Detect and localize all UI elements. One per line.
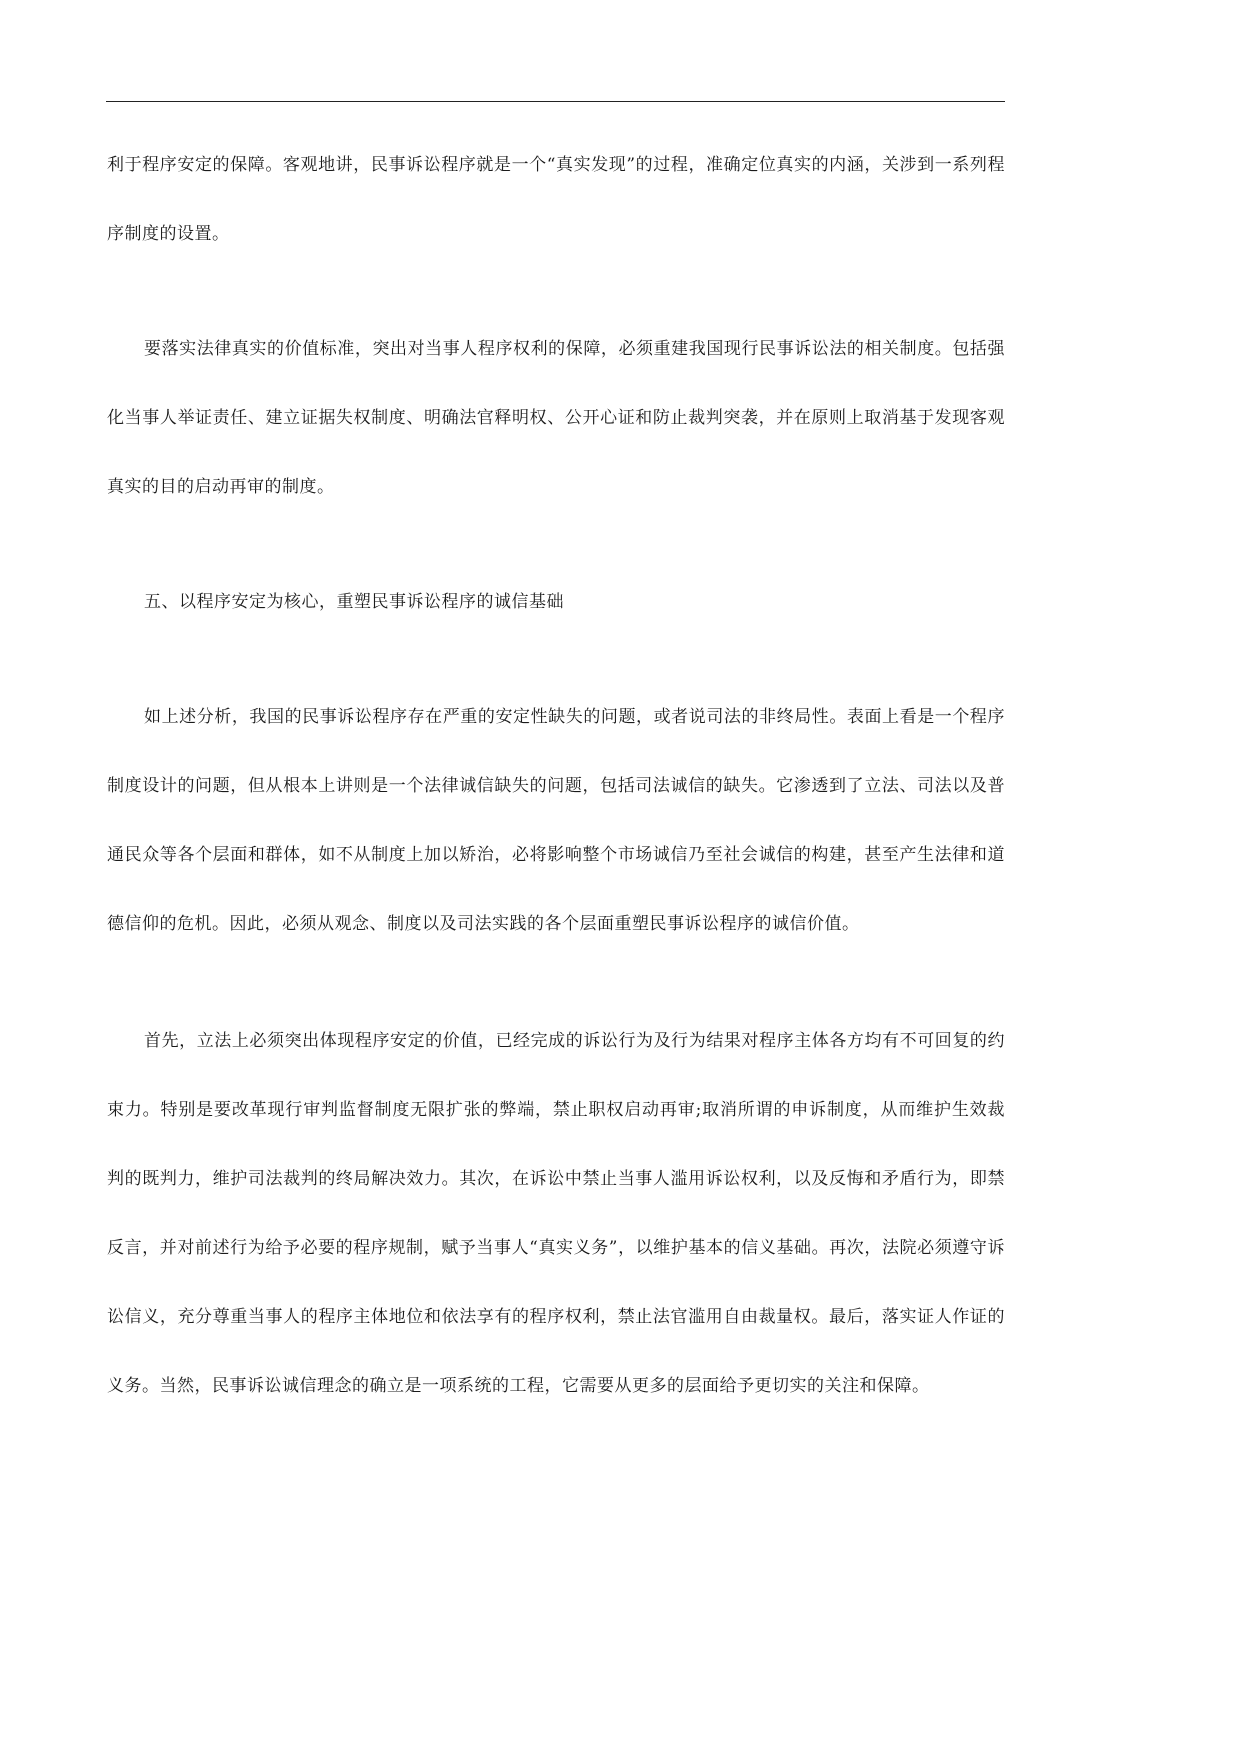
paragraph-legal-truth: 要落实法律真实的价值标准，突出对当事人程序权利的保障，必须重建我国现行民事诉讼法的相关制度。包括强化当事人举证责任、建立证据失权制度、明确法官释明权、公开心证和防止裁判突袭，并在原则上取消基于发现客观真实的目的启动再审的制度。 bbox=[107, 339, 1005, 497]
paragraph-spacer bbox=[107, 959, 1005, 1007]
document-body bbox=[107, 131, 1005, 1421]
paragraph-analysis: 如上述分析，我国的民事诉讼程序存在严重的安定性缺失的问题，或者说司法的非终局性。表面上看是一个程序制度设计的问题，但从根本上讲则是一个法律诚信缺失的问题，包括司法诚信的缺失。它渗透到了立法、司法以及普通民众等各个层面和群体，如不从制度上加以矫治，必将影响整个市场诚信乃至社会诚信的构建，甚至产生法律和道德信仰的危机。因此，必须从观念、制度以及司法实践的各个层面重塑民事诉讼程序的诚信价值。 bbox=[107, 707, 1005, 934]
paragraph-spacer bbox=[107, 269, 1005, 315]
paragraph-measures: 首先，立法上必须突出体现程序安定的价值，已经完成的诉讼行为及行为结果对程序主体各方均有不可回复的约束力。特别是要改革现行审判监督制度无限扩张的弊端，禁止职权启动再审;取消所谓的申诉制度，从而维护生效裁判的既判力，维护司法裁判的终局解决效力。其次，在诉讼中禁止当事人滥用诉讼权利，以及反悔和矛盾行为，即禁反言，并对前述行为给予必要的程序规制，赋予当事人“真实义务”，以维护基本的信义基础。再次，法院必须遵守诉讼信义，充分尊重当事人的程序主体地位和依法享有的程序权利，禁止法官滥用自由裁量权。最后，落实证人作证的义务。当然，民事诉讼诚信理念的确立是一项系统的工程，它需要从更多的层面给予更切实的关注和保障。 bbox=[107, 1031, 1005, 1396]
paragraph-spacer bbox=[107, 637, 1005, 683]
header-rule bbox=[106, 101, 1005, 102]
paragraph-spacer bbox=[107, 522, 1005, 568]
section-heading: 五、以程序安定为核心，重塑民事诉讼程序的诚信基础 bbox=[144, 592, 564, 612]
paragraph-continuation: 利于程序安定的保障。客观地讲，民事诉讼程序就是一个“真实发现”的过程，准确定位真实的内涵，关涉到一系列程序制度的设置。 bbox=[107, 155, 1005, 244]
